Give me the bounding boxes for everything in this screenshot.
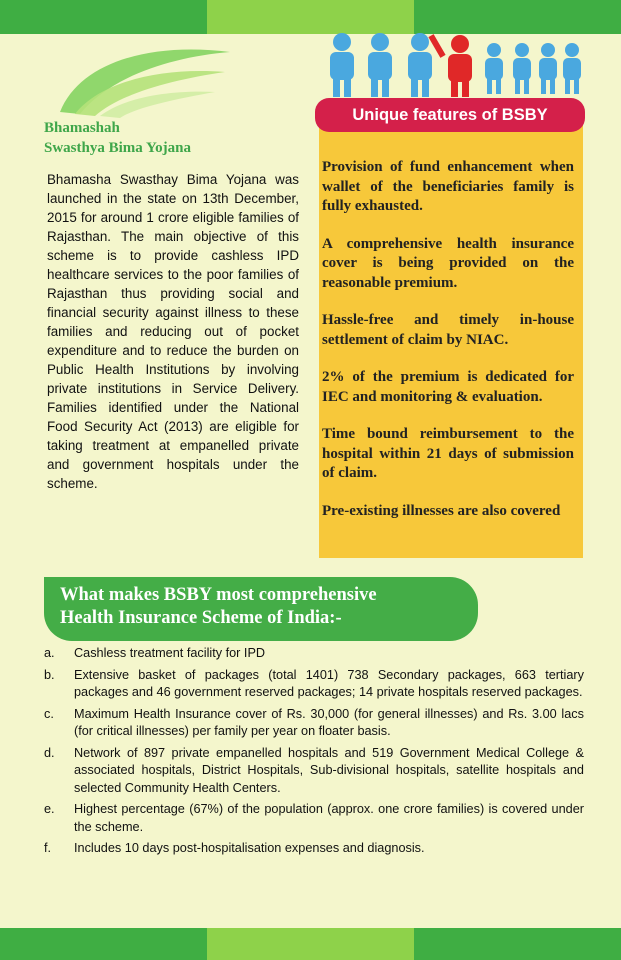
list-text: Cashless treatment facility for IPD <box>74 646 266 660</box>
list-marker: c. <box>44 706 54 721</box>
feature-item: Hassle-free and timely in-house settlement of claim by NIAC. <box>322 312 574 348</box>
list-text: Extensive basket of packages (total 1401) 738 Secondary packages, 663 tertiary packages and 46 government reserved packages; 14 private hospitals reserved packages. <box>74 667 584 699</box>
bhamashah-logo-icon <box>40 42 240 122</box>
comprehensive-list <box>44 645 584 862</box>
features-list <box>322 158 574 539</box>
comprehensive-heading-line-1: What makes BSBY most comprehensive <box>60 585 377 605</box>
list-item <box>44 840 584 858</box>
brand-line-1: Bhamashah <box>44 120 120 136</box>
brand-line-2: Swasthya Bima Yojana <box>44 140 191 156</box>
list-marker: a. <box>44 646 55 660</box>
list-text: Highest percentage (67%) of the population (approx. one crore families) is covered under the scheme. <box>74 802 584 834</box>
feature-item: A comprehensive health insurance cover is being provided on the reasonable premium. <box>322 235 574 291</box>
list-item <box>44 645 584 663</box>
feature-item: 2% of the premium is dedicated for IEC and monitoring & evaluation. <box>322 369 574 405</box>
list-marker: f. <box>44 841 52 855</box>
list-item <box>44 706 584 741</box>
comprehensive-heading-line-2: Health Insurance Scheme of India:- <box>60 608 342 628</box>
comprehensive-heading <box>44 577 478 641</box>
feature-item: Time bound reimbursement to the hospital within 21 days of submission of claim. <box>322 426 574 481</box>
top-color-band <box>0 0 621 34</box>
list-item <box>44 745 584 798</box>
list-item <box>44 667 584 702</box>
list-text: Maximum Health Insurance cover of Rs. 30,000 (for general illnesses) and Rs. 3.00 lacs (for critical illnesses) per family per year on floater basis. <box>74 706 584 738</box>
list-marker: d. <box>44 745 55 760</box>
list-item <box>44 801 584 836</box>
list-marker: b. <box>44 667 55 682</box>
features-title: Unique features of BSBY <box>315 98 585 132</box>
feature-item: Provision of fund enhancement when wallet of the beneficiaries family is fully exhausted. <box>322 159 574 214</box>
brand-title <box>44 118 191 158</box>
list-text: Includes 10 days post-hospitalisation expenses and diagnosis. <box>74 841 425 855</box>
people-group-icon <box>322 30 582 100</box>
bottom-color-band <box>0 928 621 960</box>
list-marker: e. <box>44 802 55 816</box>
list-text: Network of 897 private empanelled hospitals and 519 Government Medical College & associated hospitals, District Hospitals, Sub-divisional hospitals, satellite hospitals and selected Community Health Centers. <box>74 745 584 795</box>
feature-item: Pre-existing illnesses are also covered <box>322 502 561 519</box>
intro-paragraph: Bhamasha Swasthay Bima Yojana was launched in the state on 13th December, 2015 for around 1 crore eligible families of Rajasthan. The main objective of this scheme is to provide cashless IPD healthcare services to the poor families of Rajasthan thus providing social and financial security against illness to these families and reducing out of pocket expenditure and to reduce the burden on Public Health Institutions by involving private institutions in Service Delivery. Families identified under the National Food Security Act (2013) are eligible for taking treatment at empanelled private and government hospitals under the scheme. <box>47 172 299 491</box>
